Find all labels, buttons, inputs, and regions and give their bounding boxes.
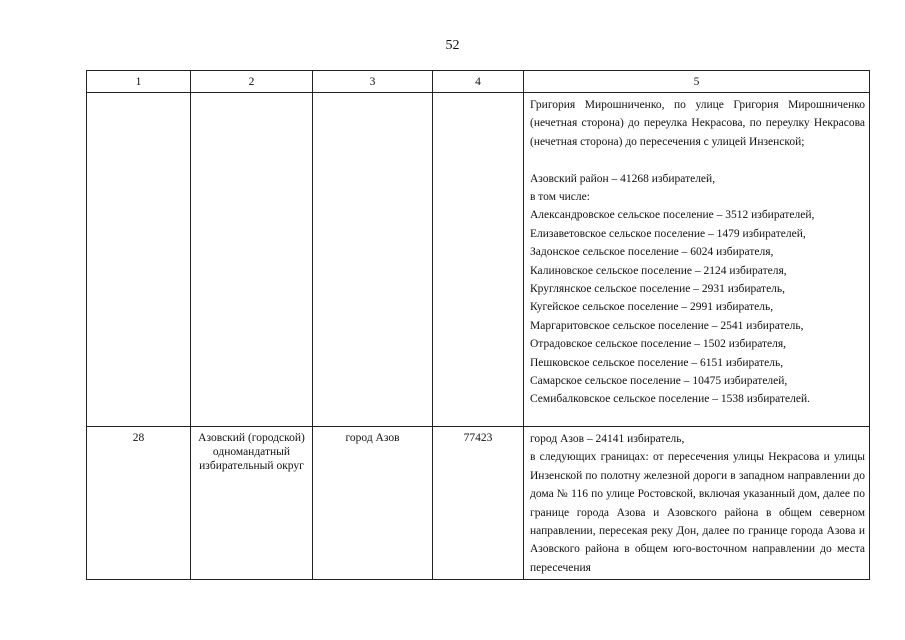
voter-count-line: Семибалковское сельское поселение – 1538 избирателей. <box>530 393 810 406</box>
voter-count-line: Круглянское сельское поселение – 2931 избиратель, <box>530 283 786 296</box>
voter-count-line: Самарское сельское поселение – 10475 избирателей, <box>530 375 788 388</box>
table-header-row <box>87 71 870 93</box>
voter-count-line: Александровское сельское поселение – 3512 избирателей, <box>530 209 815 222</box>
header-col-3: 3 <box>313 71 433 93</box>
boundary-description: в следующих границах: от пересечения улицы Некрасова и улицы Инзенской по полотну железной дороги в западном направлении до дома № 116 по улице Ростовской, включая указанный дом, далее по границе города Азова и Азовского района в общем северном направлении, пересекая реку Дон, далее по границе города Азова и Азовского района в общем юго-восточном направлении до места пересечения <box>530 451 865 574</box>
spacer <box>530 151 865 169</box>
header-col-4: 4 <box>433 71 524 93</box>
voter-count-line: Задонское сельское поселение – 6024 избирателя, <box>530 246 774 259</box>
district-number: 28 <box>87 427 191 580</box>
row1-col3 <box>313 93 433 427</box>
voter-count-list <box>530 170 865 409</box>
row1-col5 <box>524 93 870 427</box>
voter-count-line: Елизаветовское сельское поселение – 1479 избирателей, <box>530 227 806 240</box>
voter-count-line: Пешковское сельское поселение – 6151 избиратель, <box>530 356 784 369</box>
voter-count-line: Калиновское сельское поселение – 2124 избирателя, <box>530 264 787 277</box>
row1-col1 <box>87 93 191 427</box>
table-row <box>87 427 870 580</box>
city-voter-count: город Азов – 24141 избиратель, <box>530 433 685 445</box>
row2-col5 <box>524 427 870 580</box>
district-name: Азовский (городской) одномандатный избирательный округ <box>191 427 313 580</box>
districts-table <box>86 70 870 580</box>
voter-count-line: Отрадовское сельское поселение – 1502 избирателя, <box>530 338 787 351</box>
boundary-description: Григория Мирошниченко, по улице Григория Мирошниченко (нечетная сторона) до переулка Некрасова, по переулку Некрасова (нечетная сторона) до пересечения с улицей Инзенской; <box>530 99 865 148</box>
header-col-5: 5 <box>524 71 870 93</box>
header-col-1: 1 <box>87 71 191 93</box>
page-number: 52 <box>445 38 460 53</box>
voter-count-line: Маргаритовское сельское поселение – 2541 избиратель, <box>530 319 804 332</box>
district-voters: 77423 <box>433 427 524 580</box>
row1-col4 <box>433 93 524 427</box>
table-row <box>87 93 870 427</box>
voter-count-line: Кугейское сельское поселение – 2991 избиратель, <box>530 301 774 314</box>
district-center: город Азов <box>313 427 433 580</box>
row1-col2 <box>191 93 313 427</box>
voter-count-line: в том числе: <box>530 191 590 204</box>
header-col-2: 2 <box>191 71 313 93</box>
voter-count-line: Азовский район – 41268 избирателей, <box>530 172 716 185</box>
